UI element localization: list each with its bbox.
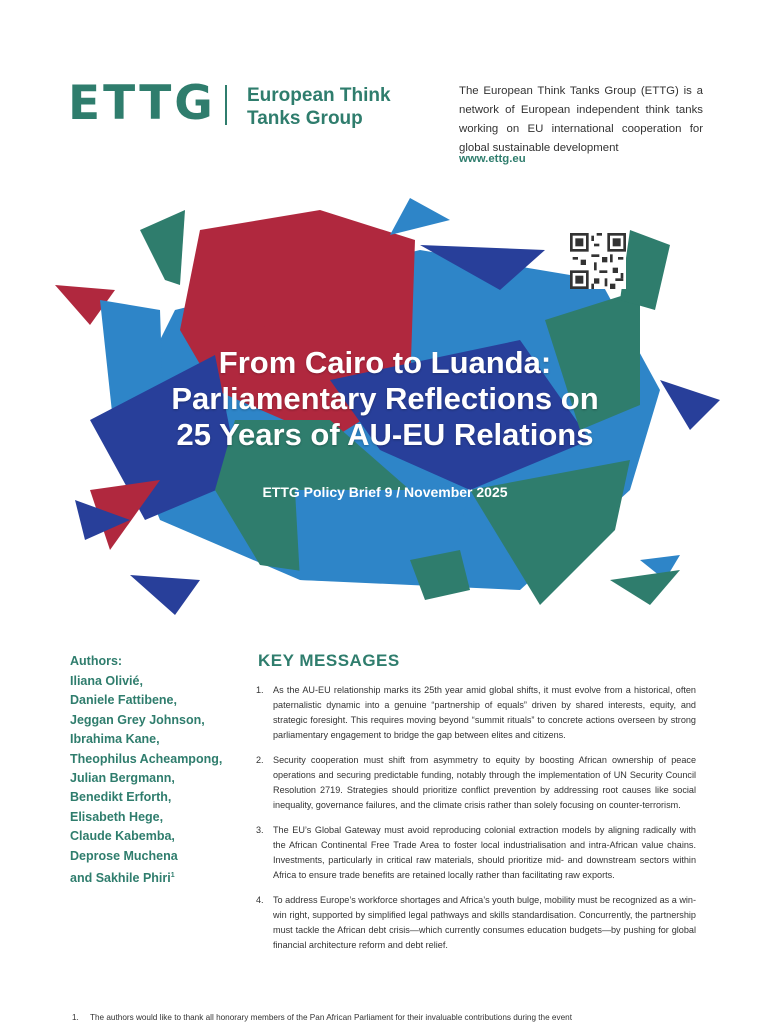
art-shape [130,575,200,615]
author-name: Claude Kabemba, [70,829,175,844]
author-name: Daniele Fattibene, [70,693,177,708]
title-line-2: Parliamentary Reflections on [171,381,599,416]
org-name-line1: European Think [247,85,391,106]
key-message-text: Security cooperation must shift from asymmetry to equity by boosting African ownership of peace operations and securing predictable funding, notably through the implementation of UN Security Council Resolution 2719. Strategies should prioritize conflict prevention by addressing root causes like social inequality, governance failures, and the climate crisis rather than solely focusing on counter-terrorism. [273,755,696,810]
key-message-item [256,893,696,953]
logo-divider [225,85,227,125]
qr-code[interactable] [570,233,626,289]
key-message-number: 3. [256,825,264,835]
org-description: The European Think Tanks Group (ETTG) is a network of European independent think tanks working on EU international cooperation for global sustainable development [459,85,703,154]
org-name [247,84,407,130]
key-message-number: 2. [256,755,264,765]
authors-list [70,672,222,889]
key-message-text: The EU’s Global Gateway must avoid reproducing colonial extraction models by aligning radically with the African Continental Free Trade Area to foster local industrialisation and intra-African value chains. Investments, particularly in critical raw materials, should prioritize mid- and downstream sectors within Africa to ensure trade benefits are retained locally rather than facilitating raw exports. [273,825,696,880]
ettg-logo: ETTG [68,76,216,131]
key-message-item [256,753,696,813]
author-name: Elisabeth Hege, [70,809,164,824]
author-name: Iliana Olivié, [70,674,143,688]
author-name: Julian Bergmann, [70,771,175,786]
author-name-last [70,866,222,889]
art-shape [610,570,680,605]
author-name: Ibrahima Kane, [70,732,160,747]
art-shape [140,210,185,285]
footnote-marker[interactable]: 1 [170,872,175,880]
key-message-item [256,683,696,743]
key-messages-list [256,683,696,963]
org-name-line2: Tanks Group [247,108,363,129]
title-line-3: 25 Years of AU-EU Relations [176,417,594,452]
cover-title [60,345,710,453]
art-shape [620,230,670,310]
authors-heading: Authors: [70,654,123,668]
title-line-1: From Cairo to Luanda: [218,345,552,380]
key-message-number: 1. [256,685,264,695]
key-message-text: As the AU-EU relationship marks its 25th year amid global shifts, it must evolve from a historical, often paternalistic dynamic into a genuine “partnership of equals” driven by shared interests, equity, and strategic foresight. This requires moving beyond “summit rituals” to concrete actions overseen by strong parliamentary engagement to bridge the gap between elites and citizens. [273,685,696,740]
key-message-number: 4. [256,895,264,905]
author-name: Theophilus Acheampong, [70,751,223,766]
art-shape [390,198,450,235]
footnote-number: 1. [72,1013,79,1022]
author-name: Benedikt Erforth, [70,790,172,805]
author-name-text: and Sakhile Phiri [70,871,171,886]
author-name: Deprose Muchena [70,848,178,863]
footnote-text: The authors would like to thank all honorary members of the Pan African Parliament for their invaluable contributions during the event [90,1013,572,1022]
key-message-item [256,823,696,883]
author-name: Jeggan Grey Johnson, [70,712,205,727]
policy-brief-label: ETTG Policy Brief 9 / November 2025 [262,484,508,500]
key-message-text: To address Europe’s workforce shortages and Africa’s youth bulge, mobility must be recognized as a win-win right, supported by simplified legal pathways and skills standardisation. Concurrently, the partnership must tackle the African debt crisis—which currently consumes education budgets—by pushing for global financial architecture reform and debt relief. [273,895,696,950]
website-link[interactable]: www.ettg.eu [459,153,526,165]
key-messages-heading: KEY MESSAGES [258,651,400,670]
